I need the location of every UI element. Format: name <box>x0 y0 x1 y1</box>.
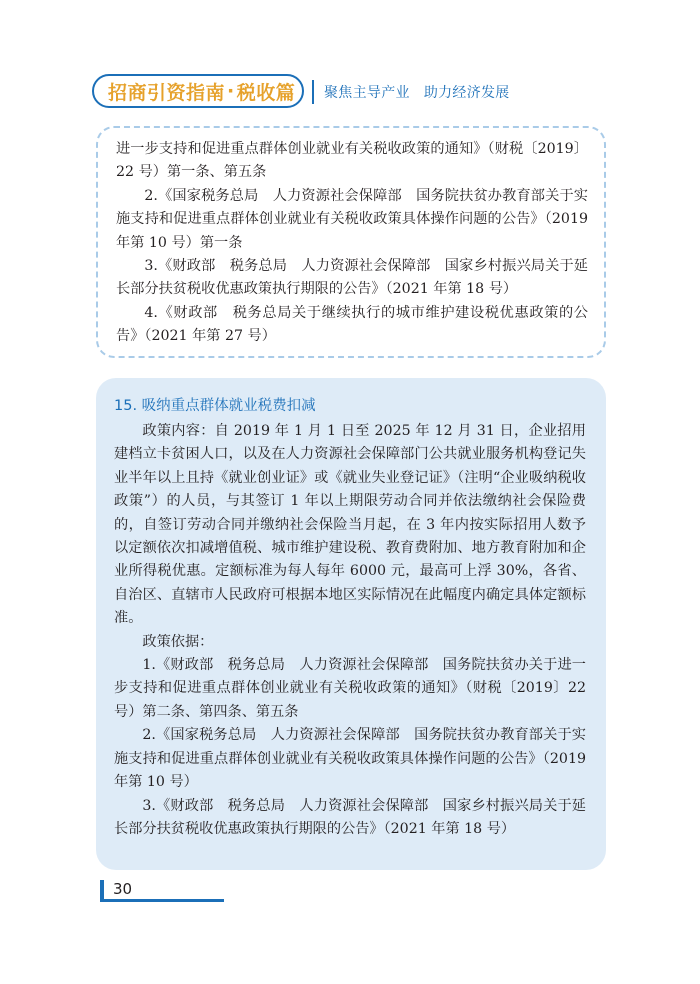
header-title-badge <box>92 74 304 108</box>
continued-paragraph: 进一步支持和促进重点群体创业就业有关税收政策的通知》（财税〔2019〕22 号）第一条、第五条 <box>116 141 588 181</box>
header-subtitle-part2: 助力经济发展 <box>423 85 510 101</box>
header-title-main: 招商引资指南 <box>108 81 226 104</box>
page-number: 30 <box>113 880 133 898</box>
page-header <box>92 74 612 112</box>
header-subtitle <box>324 82 510 102</box>
policy-basis-item: 2.《国家税务总局 人力资源社会保障部 国务院扶贫办教育部关于实施支持和促进重点群体创业就业有关税收政策具体操作问题的公告》（2019 年第 10 号） <box>114 727 586 791</box>
continued-paragraph: 2.《国家税务总局 人力资源社会保障部 国务院扶贫办教育部关于实施支持和促进重点群体创业就业有关税收政策具体操作问题的公告》（2019 年第 10 号）第一条 <box>116 187 588 251</box>
header-separator <box>312 80 314 104</box>
continued-paragraph: 3.《财政部 税务总局 人力资源社会保障部 国家乡村振兴局关于延长部分扶贫税收优惠政策执行期限的公告》（2021 年第 18 号） <box>116 258 588 298</box>
policy-basis-label: 政策依据： <box>142 633 214 650</box>
continued-paragraph: 4.《财政部 税务总局关于继续执行的城市维护建设税优惠政策的公告》（2021 年第 27 号） <box>116 304 588 345</box>
policy-content-paragraph: 政策内容：自 2019 年 1 月 1 日至 2025 年 12 月 31 日，企业招用建档立卡贫困人口，以及在人力资源社会保障部门公共就业服务机构登记失业半年以上且持《就业创业证》或《就业失业登记证》（注明“企业吸纳税收政策”）的人员，与其签订 1 年以上期限劳动合同并依法缴纳社会保险费的，自签订劳动合同并缴纳社会保险当月起，在 3 年内按实际招用人数予以定额依次扣减增值税、城市维护建设税、教育费附加、地方教育附加和企业所得税优惠。定额标准为每人每年 6000 元，最高可上浮 30%，各省、自治区、直辖市人民政府可根据本地区实际情况在此幅度内确定具体定额标准。 <box>114 423 586 627</box>
policy-section-content <box>114 394 586 841</box>
footer-rule <box>100 899 224 902</box>
policy-section-box <box>96 378 606 870</box>
header-subtitle-part1: 聚焦主导产业 <box>324 85 410 101</box>
continued-basis-box <box>96 126 606 358</box>
continued-basis-content <box>116 138 588 349</box>
section-title: 15. 吸纳重点群体就业税费扣减 <box>114 398 316 414</box>
header-title-dot: · <box>227 80 235 102</box>
header-title-sub: 税收篇 <box>236 81 296 104</box>
policy-basis-item: 3.《财政部 税务总局 人力资源社会保障部 国家乡村振兴局关于延长部分扶贫税收优惠政策执行期限的公告》（2021 年第 18 号） <box>114 797 586 837</box>
policy-basis-item: 1.《财政部 税务总局 人力资源社会保障部 国务院扶贫办关于进一步支持和促进重点群体创业就业有关税收政策的通知》（财税〔2019〕22 号）第二条、第四条、第五条 <box>114 657 586 720</box>
